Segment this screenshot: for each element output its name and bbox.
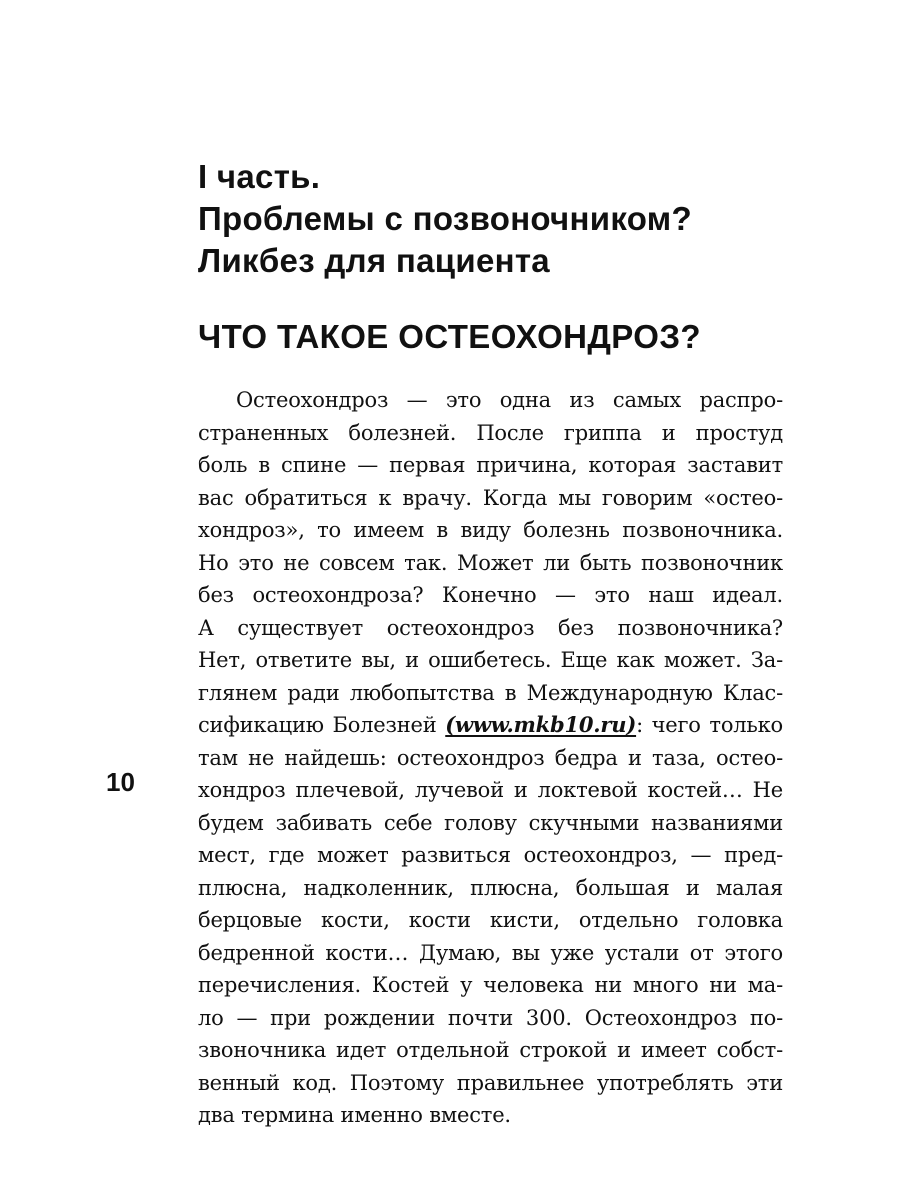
text-line: Остеохондроз — это одна из самых распро- [236,388,783,412]
text-line: вас обратиться к врачу. Когда мы говорим «остео- [198,485,783,510]
chapter-heading: ЧТО ТАКОЕ ОСТЕОХОНДРОЗ? [198,318,701,355]
text-line: бедренной кости… Думаю, вы уже устали от этого [198,940,783,965]
part-heading-line: I часть. [198,158,321,195]
text-line: боль в спине — первая причина, которая заставит [198,453,783,477]
part-heading [198,156,878,282]
text-line: берцовые кости, кости кисти, отдельно головка [198,908,783,932]
part-heading-line: Проблемы с позвоночником? [198,200,692,237]
text-line: А существует остеохондроз без позвоночника? [198,615,783,640]
link-line-before: сификацию Болезней [198,713,437,737]
text-line: глянем ради любопытства в Международную Клас- [198,680,783,705]
link-line-after: : чего только [636,713,783,737]
text-line: перечисления. Костей у человека ни много ни ма- [198,973,783,997]
page-number: 10 [106,767,135,797]
text-line: хондроз плечевой, лучевой и локтевой костей… Не [198,778,783,802]
text-line-with-link [198,709,783,742]
text-line: без остеохондроза? Конечно — это наш идеал. [198,583,783,607]
part-heading-line: Ликбез для пациента [198,242,550,279]
text-line: ло — при рождении почти 300. Остеохондроз по- [198,1005,783,1030]
text-line: звоночника идет отдельной строкой и имеет собст- [198,1038,783,1062]
text-line: венный код. Поэтому правильнее употреблять эти [198,1070,783,1095]
text-line: хондроз», то имеем в виду болезнь позвоночника. [198,518,783,542]
text-line: страненных болезней. После гриппа и простуд [198,420,783,445]
text-line: Но это не совсем так. Может ли быть позвоночник [198,550,783,575]
body-paragraph [198,384,783,1132]
text-line: там не найдешь: остеохондроз бедра и таза, остео- [198,745,783,770]
text-line: Нет, ответите вы, и ошибетесь. Еще как может. За- [198,648,783,672]
text-line: плюсна, надколенник, плюсна, большая и малая [198,875,783,900]
text-line: мест, где может развиться остеохондроз, — пред- [198,843,783,867]
text-line: будем забивать себе голову скучными названиями [198,810,783,835]
mkb10-link[interactable]: (www.mkb10.ru) [445,712,637,737]
text-line: два термина именно вместе. [198,1103,511,1127]
